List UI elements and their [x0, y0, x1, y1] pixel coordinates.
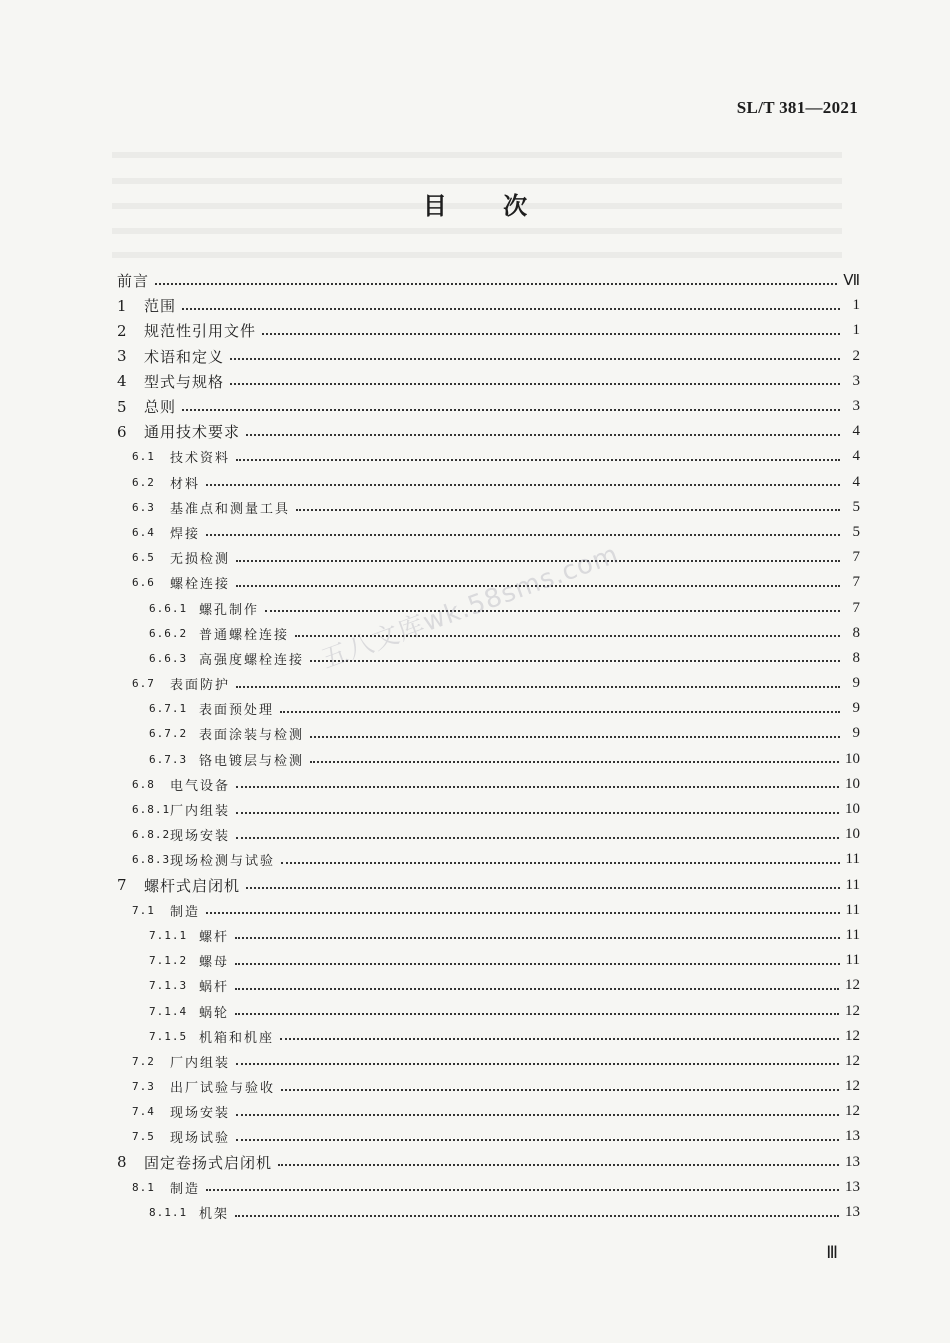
- dot-leader: [206, 1187, 839, 1191]
- dot-leader: [182, 306, 840, 310]
- dot-leader: [296, 507, 840, 511]
- bleed-through-line: [112, 178, 842, 184]
- toc-entry-label: 现场试验: [170, 1131, 231, 1147]
- dot-leader: [235, 986, 839, 990]
- toc-entry-number: 6.3: [132, 500, 155, 514]
- dot-leader: [206, 532, 840, 536]
- toc-entry[interactable]: [117, 444, 860, 469]
- toc-entry-label: 材料: [170, 476, 201, 492]
- dot-leader: [182, 407, 840, 411]
- toc-entry-number: 6: [117, 422, 127, 441]
- toc-entry-number: 6.8: [132, 777, 155, 791]
- toc-entry-number: 6.5: [132, 551, 155, 565]
- toc-entry-label: 蜗杆: [199, 980, 230, 996]
- toc-entry-page: 7: [852, 574, 860, 591]
- bleed-through-line: [112, 228, 842, 234]
- toc-entry-label: 螺栓连接: [170, 577, 231, 593]
- toc-entry-label: 通用技术要求: [144, 423, 241, 442]
- dot-leader: [280, 1036, 839, 1040]
- toc-entry[interactable]: [117, 1124, 860, 1149]
- toc-entry-number: 7: [117, 876, 127, 895]
- bleed-through-line: [112, 252, 842, 258]
- dot-leader: [310, 759, 839, 763]
- toc-entry[interactable]: [117, 822, 860, 847]
- toc-entry-label: 厂内组装: [170, 1055, 231, 1071]
- toc-entry-page: 12: [845, 1027, 860, 1044]
- toc-entry-page: 11: [845, 926, 860, 943]
- toc-entry-label: 铬电镀层与检测: [199, 753, 305, 769]
- toc-entry-label: 规范性引用文件: [144, 322, 257, 341]
- dot-leader: [236, 1112, 839, 1116]
- toc-entry-label: 表面涂装与检测: [199, 728, 305, 744]
- watermark: 五八文库wk.58sms.com: [317, 539, 623, 675]
- toc-entry-label: 术语和定义: [144, 347, 225, 366]
- toc-entry-page: 7: [852, 599, 860, 616]
- dot-leader: [235, 1011, 839, 1015]
- toc-entry-number: 7.4: [132, 1105, 155, 1119]
- toc-entry-page: 10: [845, 826, 860, 843]
- toc-entry[interactable]: [117, 721, 860, 746]
- toc-entry-number: 6.6.1: [149, 601, 188, 615]
- toc-entry-label: 机架: [199, 1207, 230, 1223]
- toc-entry-number: 6.7: [132, 677, 155, 691]
- toc-entry-number: 6.1: [132, 450, 155, 464]
- toc-entry-page: 12: [845, 1078, 860, 1095]
- dot-leader: [265, 608, 840, 612]
- toc-entry-number: 8.1.1: [149, 1206, 188, 1220]
- toc-entry-number: 6.6.2: [149, 626, 188, 640]
- dot-leader: [235, 1213, 839, 1217]
- dot-leader: [236, 457, 840, 461]
- toc-entry[interactable]: [117, 1074, 860, 1099]
- dot-leader: [235, 961, 840, 965]
- dot-leader: [236, 810, 839, 814]
- toc-entry-label: 型式与规格: [144, 372, 225, 391]
- dot-leader: [235, 935, 840, 939]
- toc-entry-number: 6.6.3: [149, 651, 188, 665]
- dot-leader: [310, 658, 840, 662]
- dot-leader: [206, 482, 840, 486]
- toc-entry[interactable]: [117, 973, 860, 998]
- toc-entry-page: 3: [852, 372, 860, 389]
- standard-code: SL/T 381—2021: [736, 98, 858, 117]
- toc-entry-label: 制造: [170, 904, 201, 920]
- dot-leader: [155, 281, 837, 285]
- toc-entry-number: 7.1.5: [149, 1029, 188, 1043]
- toc-entry-number: 7.1.4: [149, 1004, 188, 1018]
- dot-leader: [310, 734, 840, 738]
- toc-entry-page: 11: [845, 851, 860, 868]
- page-number: Ⅲ: [826, 1243, 838, 1262]
- toc-entry-number: 6.4: [132, 525, 155, 539]
- toc-entry-label: 螺孔制作: [199, 602, 260, 618]
- toc-entry[interactable]: [117, 873, 860, 898]
- toc-entry-page: 8: [852, 649, 860, 666]
- toc-entry-page: 1: [852, 297, 860, 314]
- toc-entry[interactable]: [117, 1024, 860, 1049]
- toc-entry-number: 2: [117, 321, 127, 340]
- toc-entry-page: 9: [852, 675, 860, 692]
- toc-entry-number: 6.8.3: [132, 853, 171, 867]
- toc-entry[interactable]: [117, 1150, 860, 1175]
- toc-entry-number: 6.2: [132, 475, 155, 489]
- toc-entry-label: 普通螺栓连接: [199, 627, 290, 643]
- dot-leader: [246, 432, 840, 436]
- toc-entry-page: 12: [845, 1052, 860, 1069]
- bleed-through-line: [112, 152, 842, 158]
- toc-entry[interactable]: [117, 470, 860, 495]
- toc-entry-page: 10: [845, 775, 860, 792]
- toc-entry-label: 厂内组装: [170, 804, 231, 820]
- dot-leader: [236, 684, 840, 688]
- toc-entry[interactable]: [117, 419, 860, 444]
- toc-entry-number: 7.2: [132, 1054, 155, 1068]
- toc-entry-page: 4: [852, 448, 860, 465]
- toc-entry[interactable]: [117, 948, 860, 973]
- dot-leader: [206, 910, 840, 914]
- toc-entry[interactable]: [117, 495, 860, 520]
- toc-entry-page: 1: [852, 322, 860, 339]
- dot-leader: [236, 784, 839, 788]
- toc-entry-page: 8: [852, 624, 860, 641]
- toc-entry-number: 8: [117, 1153, 127, 1172]
- toc-entry-number: 7.1.3: [149, 979, 188, 993]
- toc-entry[interactable]: [117, 268, 860, 293]
- toc-entry-label: 蜗轮: [199, 1005, 230, 1021]
- toc-entry-label: 焊接: [170, 526, 201, 542]
- toc-entry-page: 12: [845, 977, 860, 994]
- toc-entry[interactable]: [117, 998, 860, 1023]
- toc-entry-label: 总则: [144, 398, 177, 417]
- toc-entry-page: 7: [852, 549, 860, 566]
- toc-entry-page: 11: [845, 876, 860, 893]
- toc-entry-number: 5: [117, 397, 127, 416]
- toc-entry-label: 高强度螺栓连接: [199, 652, 305, 668]
- toc-entry-page: 10: [845, 801, 860, 818]
- toc-entry-label: 现场检测与试验: [170, 854, 276, 870]
- toc-entry[interactable]: [117, 847, 860, 872]
- table-of-contents: [117, 268, 860, 1225]
- toc-entry[interactable]: [117, 344, 860, 369]
- toc-entry-number: 6.7.1: [149, 702, 188, 716]
- toc-entry-page: 2: [852, 347, 860, 364]
- toc-entry[interactable]: [117, 646, 860, 671]
- dot-leader: [262, 331, 840, 335]
- toc-entry-page: 4: [852, 423, 860, 440]
- dot-leader: [236, 835, 839, 839]
- toc-entry-number: 3: [117, 347, 127, 366]
- toc-entry-label: 电气设备: [170, 778, 231, 794]
- toc-title: 目 次: [422, 191, 552, 220]
- toc-entry-page: 11: [845, 952, 860, 969]
- toc-entry[interactable]: [117, 747, 860, 772]
- toc-entry-number: 6.8.1: [132, 803, 171, 817]
- toc-entry[interactable]: [117, 369, 860, 394]
- toc-entry-page: 11: [845, 901, 860, 918]
- toc-entry-label: 机箱和机座: [199, 1030, 275, 1046]
- toc-entry-label: 范围: [144, 297, 177, 316]
- dot-leader: [230, 356, 840, 360]
- toc-entry-label: 无损检测: [170, 552, 231, 568]
- toc-entry-label: 现场安装: [170, 829, 231, 845]
- toc-entry-number: 6.7.2: [149, 727, 188, 741]
- dot-leader: [236, 1061, 839, 1065]
- dot-leader: [281, 1087, 839, 1091]
- toc-entry-label: 表面防护: [170, 678, 231, 694]
- toc-entry-number: 6.7.3: [149, 752, 188, 766]
- toc-entry-label: 制造: [170, 1181, 201, 1197]
- toc-entry-number: 6.8.2: [132, 828, 171, 842]
- toc-entry-number: 7.3: [132, 1080, 155, 1094]
- toc-entry[interactable]: [117, 696, 860, 721]
- toc-entry-label: 螺母: [199, 955, 230, 971]
- toc-entry-page: 12: [845, 1002, 860, 1019]
- dot-leader: [246, 885, 840, 889]
- toc-entry-page: Ⅶ: [843, 273, 860, 290]
- toc-entry[interactable]: [117, 671, 860, 696]
- toc-entry[interactable]: [117, 520, 860, 545]
- toc-entry-number: 4: [117, 372, 127, 391]
- toc-entry-page: 13: [845, 1153, 860, 1170]
- toc-entry-page: 9: [852, 725, 860, 742]
- toc-entry-label: 表面预处理: [199, 703, 275, 719]
- toc-entry-page: 10: [845, 750, 860, 767]
- toc-entry-label: 螺杆式启闭机: [144, 876, 241, 895]
- dot-leader: [281, 860, 840, 864]
- toc-entry-page: 13: [845, 1128, 860, 1145]
- dot-leader: [230, 381, 840, 385]
- toc-entry[interactable]: [117, 545, 860, 570]
- toc-entry-number: 1: [117, 296, 127, 315]
- toc-entry-page: 13: [845, 1204, 860, 1221]
- toc-entry-number: 7.1.2: [149, 954, 188, 968]
- toc-entry-label: 现场安装: [170, 1106, 231, 1122]
- toc-entry-label: 前言: [117, 272, 150, 291]
- toc-entry-page: 12: [845, 1103, 860, 1120]
- toc-entry[interactable]: [117, 621, 860, 646]
- toc-entry-page: 5: [852, 523, 860, 540]
- toc-entry[interactable]: [117, 898, 860, 923]
- toc-entry[interactable]: [117, 1200, 860, 1225]
- toc-entry[interactable]: [117, 394, 860, 419]
- toc-entry-number: 6.6: [132, 576, 155, 590]
- toc-entry[interactable]: [117, 293, 860, 318]
- toc-entry[interactable]: [117, 772, 860, 797]
- toc-entry-label: 技术资料: [170, 451, 231, 467]
- dot-leader: [236, 1137, 839, 1141]
- toc-entry-page: 4: [852, 473, 860, 490]
- dot-leader: [280, 709, 840, 713]
- toc-entry[interactable]: [117, 1049, 860, 1074]
- toc-entry[interactable]: [117, 1175, 860, 1200]
- toc-entry-page: 3: [852, 398, 860, 415]
- toc-entry-label: 螺杆: [199, 929, 230, 945]
- toc-entry-page: 9: [852, 700, 860, 717]
- toc-entry-label: 出厂试验与验收: [170, 1081, 276, 1097]
- toc-entry[interactable]: [117, 797, 860, 822]
- toc-entry-label: 固定卷扬式启闭机: [144, 1153, 273, 1172]
- toc-entry-page: 5: [852, 498, 860, 515]
- toc-entry[interactable]: [117, 318, 860, 343]
- toc-entry[interactable]: [117, 923, 860, 948]
- toc-entry-number: 7.5: [132, 1130, 155, 1144]
- toc-entry-number: 7.1: [132, 903, 155, 917]
- toc-entry-label: 基准点和测量工具: [170, 501, 291, 517]
- toc-entry[interactable]: [117, 1099, 860, 1124]
- toc-entry-number: 8.1: [132, 1180, 155, 1194]
- toc-entry-page: 13: [845, 1178, 860, 1195]
- dot-leader: [278, 1162, 839, 1166]
- toc-entry-number: 7.1.1: [149, 928, 188, 942]
